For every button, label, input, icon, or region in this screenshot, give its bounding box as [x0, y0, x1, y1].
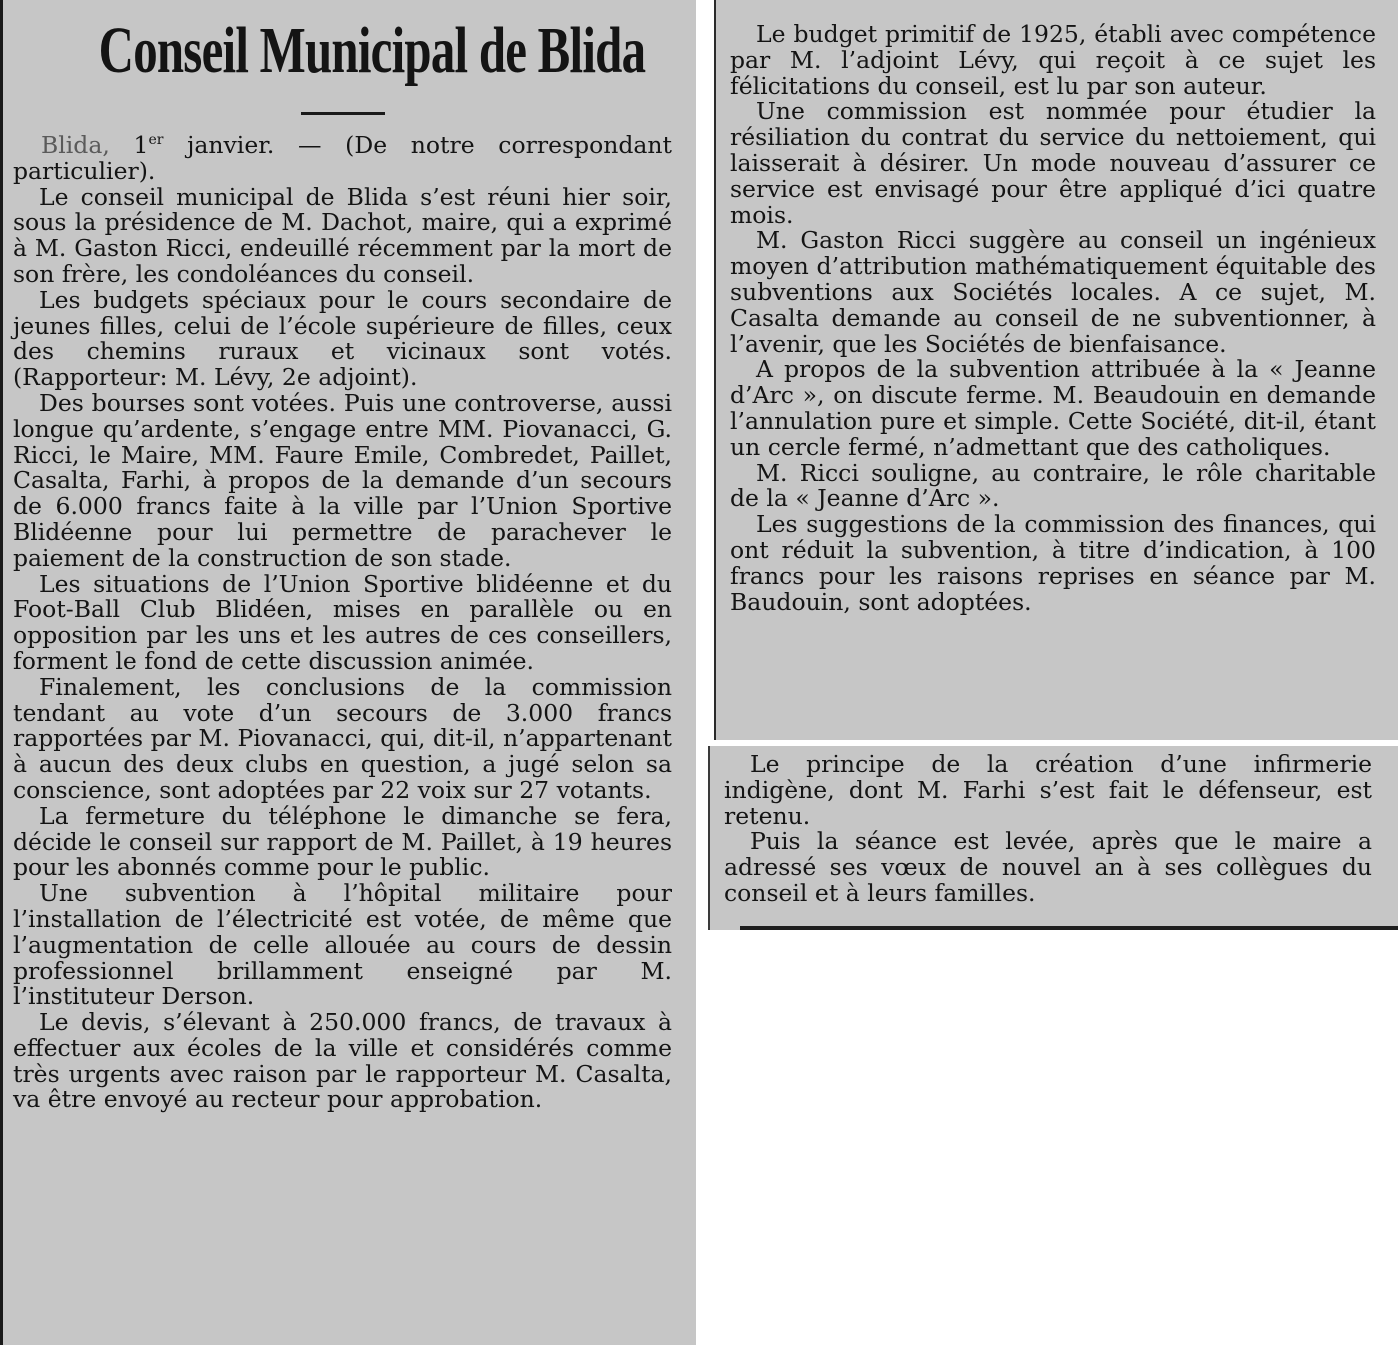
- article-clip-right-bottom: [708, 746, 1398, 930]
- paragraph-right-3: M. Gaston Ricci suggère au conseil un ingénieux moyen d’attribution mathématiquement équitable des subventions aux Sociétés locales. A ce sujet, M. Casalta demande au conseil de ne subventionner, à l’avenir, que les Sociétés de bienfaisance.: [730, 226, 1376, 358]
- paragraph-left-5: Finalement, les conclusions de la commission tendant au vote d’un secours de 3.000 francs rapportées par M. Piovanacci, qui, dit-il, n’appartenant à aucun des deux clubs en question, a jugé selon sa conscience, sont adoptées par 22 voix sur 27 votants.: [13, 672, 672, 804]
- paragraph-left-7: Une subvention à l’hôpital militaire pour l’installation de l’électricité est votée, de même que l’augmentation de celle allouée au cours de dessin professionnel brillamment enseigné par M. l’instituteur Derson.: [13, 879, 672, 1011]
- paragraph-right-6: Les suggestions de la commission des finances, qui ont réduit la subvention, à titre d’indication, à 100 francs pour les raisons reprises en séance par M. Baudouin, sont adoptées.: [730, 510, 1376, 616]
- paragraph-left-4: Les situations de l’Union Sportive blidéenne et du Foot-Ball Club Blidéen, mises en parallèle ou en opposition par les uns et les autres de ces conseillers, forment le fond de cette discussion animée.: [13, 569, 672, 675]
- paragraph-right-1: Le budget primitif de 1925, établi avec compétence par M. l’adjoint Lévy, qui reçoit à ce sujet les félicitations du conseil, est lu par son auteur.: [730, 20, 1376, 100]
- paragraph-left-2: Les budgets spéciaux pour le cours secondaire de jeunes filles, celui de l’école supérieure de filles, ceux des chemins ruraux et vicinaux sont votés. (Rapporteur: M. Lévy, 2e adjoint).: [13, 285, 672, 392]
- paragraph-left-3: Des bourses sont votées. Puis une controverse, aussi longue qu’ardente, s’engage entre MM. Piovanacci, G. Ricci, le Maire, MM. Faure Emile, Combredet, Paillet, Casalta, Farhi, à propos de la demande d’un secours de 6.000 francs faite à la ville par l’Union Sportive Blidéenne pour lui permettre de parachever le paiement de la construction de son stade.: [13, 388, 672, 572]
- paragraph-right-5: M. Ricci souligne, au contraire, le rôle charitable de la « Jeanne d’Arc ».: [730, 458, 1376, 513]
- paragraph-right-4: A propos de la subvention attribuée à la « Jeanne d’Arc », on discute ferme. M. Beaudouin en demande l’annulation pure et simple. Cette Société, dit-il, étant un cercle fermé, n’admettant que des catholiques.: [730, 355, 1376, 461]
- date-superscript: er: [148, 132, 164, 149]
- dateline: Blida,: [41, 131, 110, 159]
- paragraph-right-7: Le principe de la création d’une infirmerie indigène, dont M. Farhi s’est fait le défenseur, est retenu.: [724, 750, 1372, 830]
- date-number: 1: [133, 131, 149, 159]
- paragraph-left-8: Le devis, s’élevant à 250.000 francs, de travaux à effectuer aux écoles de la ville et considérés comme très urgents avec raison par le rapporteur M. Casalta, va être envoyé au recteur pour approbation.: [13, 1008, 672, 1114]
- article-clip-left: [0, 0, 696, 1345]
- date-rest: janvier. — (De notre correspondant particulier).: [13, 131, 672, 185]
- headline-rule: [301, 112, 385, 115]
- paragraph-right-8: Puis la séance est levée, après que le maire a adressé ses vœux de nouvel an à ses collègues du conseil et à leurs familles.: [724, 827, 1372, 907]
- headline: Conseil Municipal de Blida: [98, 14, 646, 87]
- opening-paragraph: [13, 133, 672, 185]
- paragraph-left-1: Le conseil municipal de Blida s’est réuni hier soir, sous la présidence de M. Dachot, maire, qui a exprimé à M. Gaston Ricci, endeuillé récemment par la mort de son frère, les condoléances du conseil.: [13, 182, 672, 288]
- article-clip-right-top: [714, 0, 1398, 740]
- paragraph-left-6: La fermeture du téléphone le dimanche se fera, décide le conseil sur rapport de M. Paillet, à 19 heures pour les abonnés comme pour le public.: [13, 801, 672, 882]
- paragraph-right-2: Une commission est nommée pour étudier la résiliation du contrat du service du nettoiement, qui laisserait à désirer. Un mode nouveau d’assurer ce service est envisagé pour être appliqué d’ici quatre mois.: [730, 97, 1376, 229]
